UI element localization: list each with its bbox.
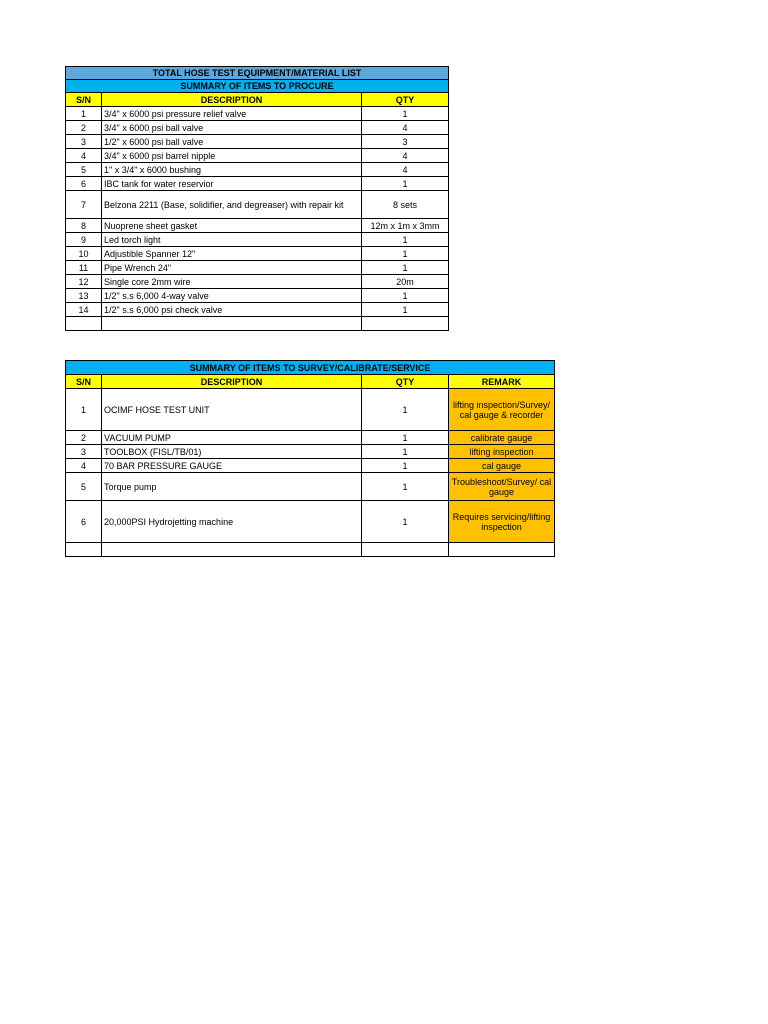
cell-description: Single core 2mm wire	[102, 275, 362, 289]
service-rows	[66, 389, 555, 557]
cell-description: TOOLBOX (FISL/TB/01)	[102, 445, 362, 459]
cell-description: 3/4" x 6000 psi ball valve	[102, 121, 362, 135]
table-row	[66, 289, 449, 303]
table-row	[66, 149, 449, 163]
empty-cell	[362, 543, 449, 557]
cell-qty: 1	[362, 247, 449, 261]
cell-sn: 6	[66, 177, 102, 191]
cell-description: 1/2" s.s 6,000 4-way valve	[102, 289, 362, 303]
cell-description: 1/2" s.s 6,000 psi check valve	[102, 303, 362, 317]
cell-description: 3/4" x 6000 psi barrel nipple	[102, 149, 362, 163]
cell-qty: 1	[362, 459, 449, 473]
cell-sn: 13	[66, 289, 102, 303]
table-row	[66, 135, 449, 149]
cell-qty: 1	[362, 445, 449, 459]
cell-sn: 9	[66, 233, 102, 247]
table-row	[66, 303, 449, 317]
table-row	[66, 163, 449, 177]
cell-qty: 1	[362, 233, 449, 247]
cell-description: Belzona 2211 (Base, solidifier, and degreaser) with repair kit	[102, 191, 362, 219]
cell-sn: 14	[66, 303, 102, 317]
cell-description: Led torch light	[102, 233, 362, 247]
table-row	[66, 431, 555, 445]
col-header-qty: QTY	[362, 93, 449, 107]
cell-sn: 5	[66, 163, 102, 177]
cell-qty: 1	[362, 501, 449, 543]
cell-qty: 1	[362, 303, 449, 317]
empty-cell	[362, 317, 449, 331]
table-row	[66, 219, 449, 233]
cell-description: 1" x 3/4" x 6000 bushing	[102, 163, 362, 177]
table-row	[66, 191, 449, 219]
cell-qty: 20m	[362, 275, 449, 289]
cell-qty: 12m x 1m x 3mm	[362, 219, 449, 233]
cell-qty: 1	[362, 389, 449, 431]
cell-qty: 1	[362, 177, 449, 191]
cell-remark: cal gauge	[449, 459, 555, 473]
table-row	[66, 107, 449, 121]
cell-qty: 1	[362, 431, 449, 445]
cell-qty: 4	[362, 121, 449, 135]
empty-row	[66, 543, 555, 557]
table-row	[66, 389, 555, 431]
cell-description: 1/2" x 6000 psi ball valve	[102, 135, 362, 149]
cell-qty: 8 sets	[362, 191, 449, 219]
empty-cell	[66, 317, 102, 331]
cell-sn: 1	[66, 389, 102, 431]
empty-cell	[102, 543, 362, 557]
procure-subtitle: SUMMARY OF ITEMS TO PROCURE	[66, 80, 449, 93]
procure-title: TOTAL HOSE TEST EQUIPMENT/MATERIAL LIST	[66, 67, 449, 80]
empty-cell	[102, 317, 362, 331]
procure-header-row	[66, 93, 449, 107]
empty-cell	[66, 543, 102, 557]
cell-description: OCIMF HOSE TEST UNIT	[102, 389, 362, 431]
cell-description: Adjustible Spanner 12"	[102, 247, 362, 261]
cell-qty: 1	[362, 107, 449, 121]
table-row	[66, 177, 449, 191]
cell-sn: 3	[66, 135, 102, 149]
cell-sn: 4	[66, 149, 102, 163]
cell-sn: 10	[66, 247, 102, 261]
table-row	[66, 121, 449, 135]
cell-qty: 4	[362, 149, 449, 163]
cell-remark: lifting inspection/Survey/ cal gauge & recorder	[449, 389, 555, 431]
cell-remark: lifting inspection	[449, 445, 555, 459]
cell-description: Torque pump	[102, 473, 362, 501]
cell-description: 3/4" x 6000 psi pressure relief valve	[102, 107, 362, 121]
col-header-description: DESCRIPTION	[102, 93, 362, 107]
table-row	[66, 247, 449, 261]
cell-sn: 11	[66, 261, 102, 275]
table-row	[66, 445, 555, 459]
service-title: SUMMARY OF ITEMS TO SURVEY/CALIBRATE/SERVICE	[66, 361, 555, 375]
col-header-sn: S/N	[66, 375, 102, 389]
cell-sn: 2	[66, 121, 102, 135]
procure-rows	[66, 107, 449, 331]
cell-sn: 3	[66, 445, 102, 459]
procure-title-row	[66, 67, 449, 80]
cell-qty: 4	[362, 163, 449, 177]
cell-sn: 8	[66, 219, 102, 233]
cell-sn: 7	[66, 191, 102, 219]
col-header-sn: S/N	[66, 93, 102, 107]
cell-remark: Requires servicing/lifting inspection	[449, 501, 555, 543]
col-header-remark: REMARK	[449, 375, 555, 389]
table-row	[66, 261, 449, 275]
table-row	[66, 275, 449, 289]
empty-row	[66, 317, 449, 331]
table-row	[66, 501, 555, 543]
col-header-qty: QTY	[362, 375, 449, 389]
cell-sn: 6	[66, 501, 102, 543]
cell-qty: 1	[362, 473, 449, 501]
cell-sn: 2	[66, 431, 102, 445]
service-table	[65, 360, 555, 557]
cell-qty: 1	[362, 261, 449, 275]
cell-description: 70 BAR PRESSURE GAUGE	[102, 459, 362, 473]
cell-remark: calibrate gauge	[449, 431, 555, 445]
cell-sn: 4	[66, 459, 102, 473]
cell-description: Pipe Wrench 24"	[102, 261, 362, 275]
procure-table	[65, 66, 449, 331]
col-header-description: DESCRIPTION	[102, 375, 362, 389]
service-title-row	[66, 361, 555, 375]
cell-remark: Troubleshoot/Survey/ cal gauge	[449, 473, 555, 501]
table-row	[66, 233, 449, 247]
cell-description: Nuoprene sheet gasket	[102, 219, 362, 233]
cell-sn: 1	[66, 107, 102, 121]
table-row	[66, 473, 555, 501]
table-row	[66, 459, 555, 473]
procure-subtitle-row	[66, 80, 449, 93]
cell-description: IBC tank for water reservior	[102, 177, 362, 191]
cell-sn: 5	[66, 473, 102, 501]
service-header-row	[66, 375, 555, 389]
empty-cell	[449, 543, 555, 557]
cell-description: 20,000PSI Hydrojetting machine	[102, 501, 362, 543]
cell-description: VACUUM PUMP	[102, 431, 362, 445]
cell-qty: 1	[362, 289, 449, 303]
cell-sn: 12	[66, 275, 102, 289]
cell-qty: 3	[362, 135, 449, 149]
